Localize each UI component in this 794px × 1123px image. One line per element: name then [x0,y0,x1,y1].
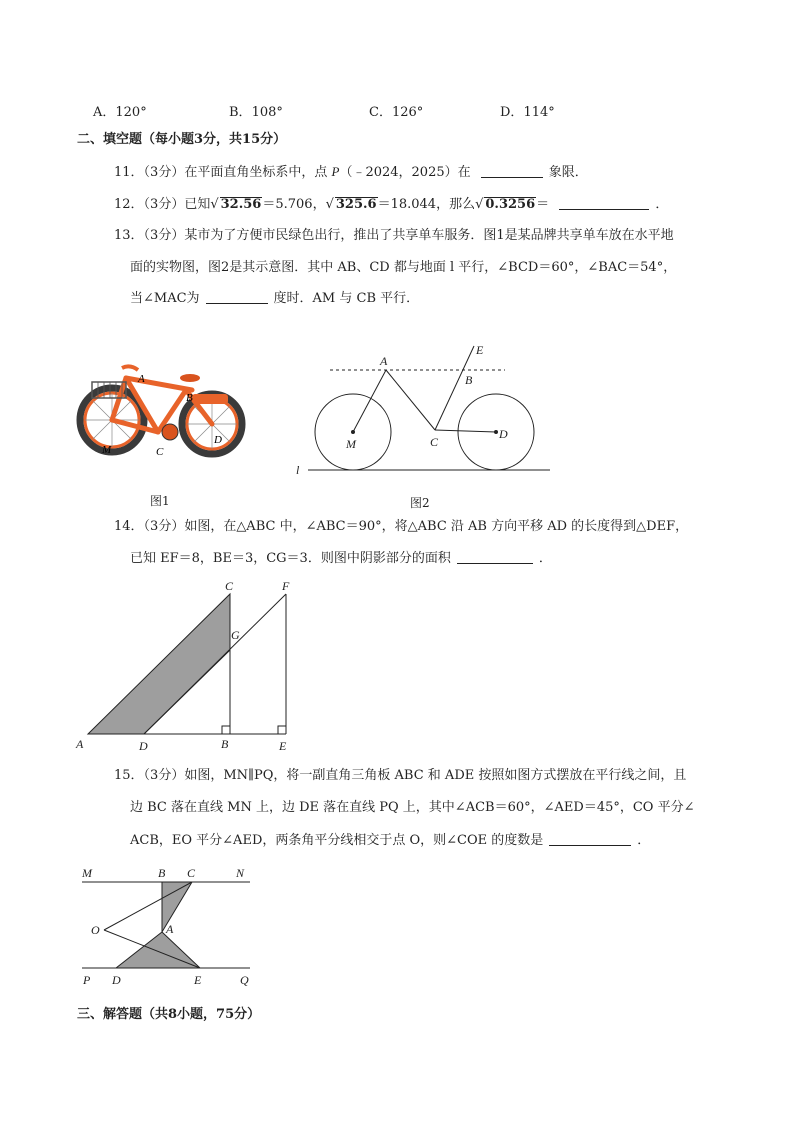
fig14-label-f: F [282,579,290,593]
fig1-label-m: M [102,444,112,456]
parallel-lines-figure [78,862,258,992]
saddle [180,374,200,382]
bicycle-photo [74,360,250,466]
question-14-line-2: 已知 EF＝8，BE＝3，CG＝3．则图中阴影部分的面积 ． [130,551,552,566]
fig15-label-p: P [83,973,91,987]
section-2-title: 二、填空题（每小题3分，共15分） [77,132,287,147]
question-12: 12．（3分）已知√ 32.56＝5.706，√ 325.6＝18.044，那么√ 0.3256＝ ． [114,197,669,212]
fig2-label-b: B [465,373,473,387]
fig15-label-c: C [187,866,196,880]
fig14-label-b: B [221,737,229,751]
rear-rack [192,394,228,404]
fig15-label-q: Q [240,973,249,987]
fig14-label-c: C [225,579,234,593]
fig15-label-m: M [82,866,92,880]
question-13-line-1: 13．（3分）某市为了方便市民绿色出行，推出了共享单车服务．图1是某品牌共享单车放在水平地 [114,228,674,243]
shaded-region [88,594,230,734]
fig15-label-e: E [194,973,202,987]
fig1-label-a: A [138,373,145,385]
fig14-label-d: D [139,739,148,753]
translation-figure [74,578,304,756]
fig15-label-d: D [112,973,121,987]
fig1-label-b: B [186,392,193,404]
bicycle-schematic [290,338,555,480]
section-3-title: 三、解答题（共8小题，75分） [77,1007,261,1022]
answer-blank-15[interactable] [549,831,631,846]
fig15-label-b: B [158,866,166,880]
fig2-label-l: l [296,463,300,477]
answer-blank-14[interactable] [457,549,533,564]
option-b: B．108° [229,105,283,120]
option-c: C．126° [369,105,424,120]
option-d: D．114° [500,105,555,120]
fig1-label-c: C [156,446,164,458]
question-15-line-1: 15．（3分）如图，MN∥PQ，将一副直角三角板 ABC 和 ADE 按照如图方式摆放在平行线之间，且 [114,768,687,783]
fig2-label-e: E [476,343,484,357]
fig2-label-m: M [346,437,356,451]
fig2-label-a: A [380,354,388,368]
question-13-line-3: 当∠MAC为 度时．AM 与 CB 平行． [130,291,420,306]
question-15-line-3: ACB，EO 平分∠AED，两条角平分线相交于点 O，则∠COE 的度数是 ． [130,833,651,848]
answer-blank-11[interactable] [481,163,543,178]
fig15-label-n: N [236,866,245,880]
answer-blank-12[interactable] [559,195,649,210]
fig15-label-o: O [91,923,100,937]
fig1-caption: 图1 [150,494,170,508]
fig15-label-a: A [166,922,174,936]
question-13-line-2: 面的实物图，图2是其示意图．其中 AB、CD 都与地面 l 平行，∠BCD＝60°，∠BAC＝54°， [130,260,677,275]
fig2-label-d: D [499,427,508,441]
question-11: 11．（3分）在平面直角坐标系中，点 P（﹣2024，2025）在 象限． [114,164,588,180]
fig1-label-d: D [214,434,222,446]
fig14-label-e: E [279,739,287,753]
fig2-label-c: C [430,435,439,449]
fig14-label-g: G [231,628,240,642]
question-14-line-1: 14．（3分）如图，在△ABC 中，∠ABC＝90°，将△ABC 沿 AB 方向平移 AD 的长度得到△DEF， [114,519,689,534]
question-15-line-2: 边 BC 落在直线 MN 上，边 DE 落在直线 PQ 上，其中∠ACB＝60°，∠AED＝45°，CO 平分∠ [130,800,695,815]
fig2-caption: 图2 [410,496,430,510]
option-a: A．120° [93,105,147,120]
answer-blank-13[interactable] [206,289,268,304]
fig14-label-a: A [76,737,84,751]
